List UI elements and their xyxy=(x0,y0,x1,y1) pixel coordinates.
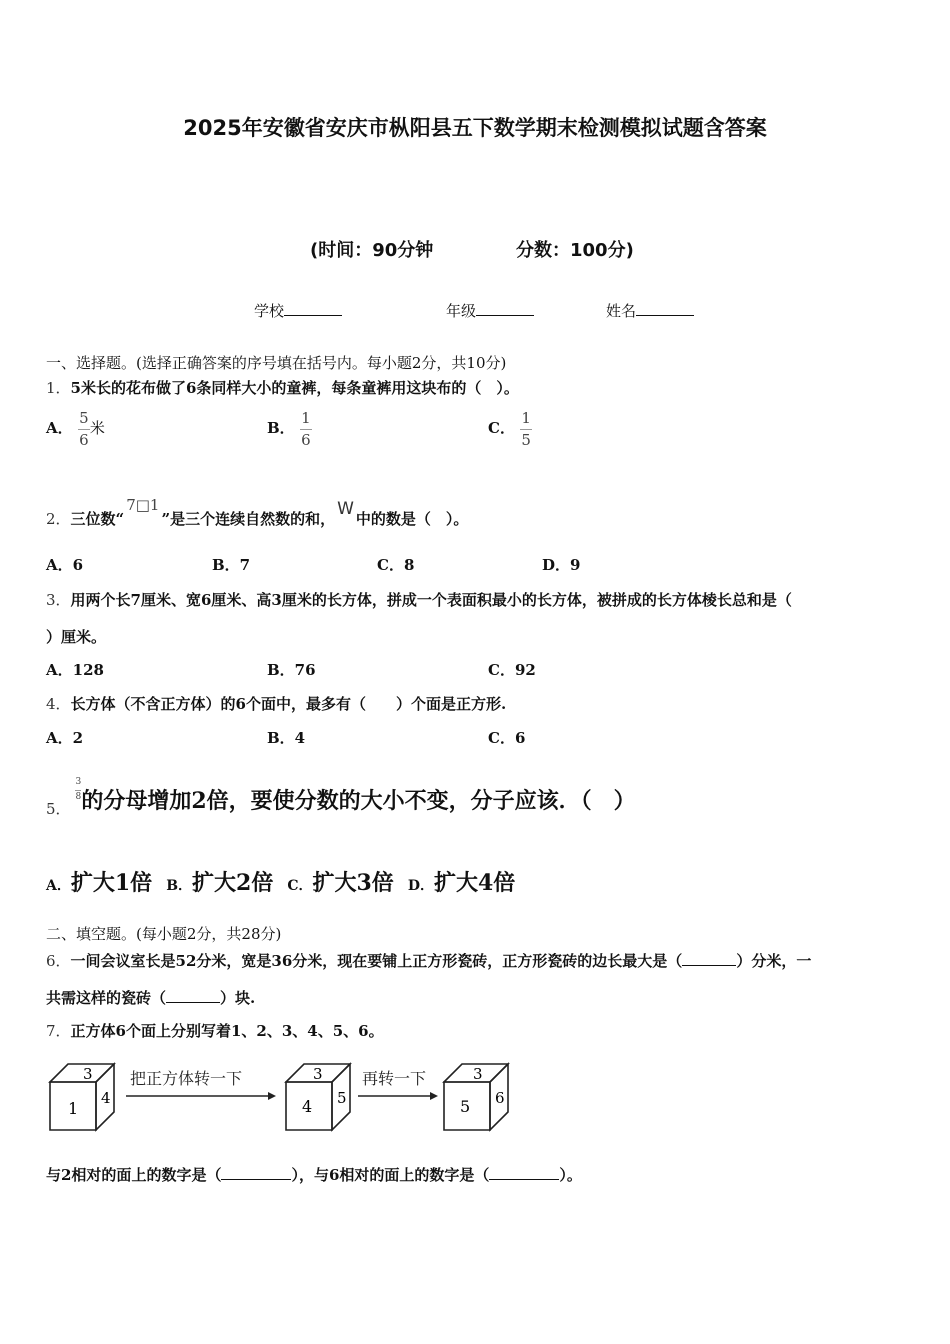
q3-option-c: C．92 xyxy=(488,661,536,679)
q1-number: 1． xyxy=(46,379,71,397)
school-field xyxy=(254,300,342,321)
q1-option-c-fraction xyxy=(520,410,532,448)
q6-number: 6． xyxy=(46,952,71,970)
exam-score: 分数：100分) xyxy=(516,240,634,261)
q7-blank-1 xyxy=(221,1165,291,1180)
q6-blank-2 xyxy=(166,988,220,1003)
q3-option-a: A．128 xyxy=(46,661,104,679)
q6-line2-row xyxy=(46,987,255,1008)
question-6 xyxy=(46,950,811,971)
q1-option-b xyxy=(267,410,312,448)
grade-label: 年级 xyxy=(446,302,477,320)
q3-option-b: B．76 xyxy=(267,661,316,679)
arrow-1-head xyxy=(268,1092,276,1100)
q1-option-c-label: C． xyxy=(488,419,515,437)
q5-number: 5． xyxy=(46,800,71,818)
q3-number: 3． xyxy=(46,591,71,609)
q5-option-d-text: 扩大4倍 xyxy=(433,870,516,896)
fraction-denominator: 6 xyxy=(301,430,311,449)
q5-option-a-label: A． xyxy=(46,878,71,894)
q4-option-c: C．6 xyxy=(488,729,526,747)
q3-line2-row xyxy=(46,626,106,647)
name-field xyxy=(606,300,694,321)
q2-option-d: D．9 xyxy=(542,556,581,574)
q7-number: 7． xyxy=(46,1022,71,1040)
grade-field xyxy=(446,300,534,321)
q2-symbol-image: W xyxy=(337,499,354,519)
q7-answer-a: 与2相对的面上的数字是（ xyxy=(46,1166,222,1184)
question-1 xyxy=(46,377,519,398)
question-5 xyxy=(46,776,636,818)
q1-option-a-fraction xyxy=(78,410,90,448)
exam-time: (时间：90分钟 xyxy=(310,240,434,261)
q7-blank-2 xyxy=(489,1165,559,1180)
q1-option-b-fraction xyxy=(300,410,312,448)
q5-text: 的分母增加2倍，要使分数的大小不变，分子应该．（ ） xyxy=(81,788,636,814)
q5-option-a-text: 扩大1倍 xyxy=(70,870,153,896)
fraction-numerator: 5 xyxy=(79,409,89,427)
fraction-numerator: 1 xyxy=(301,409,311,427)
q5-option-c-text: 扩大3倍 xyxy=(312,870,394,896)
q1-text: 5米长的花布做了6条同样大小的童裤，每条童裤用这块布的（ ）。 xyxy=(70,379,519,397)
q7-answer-row xyxy=(46,1164,582,1185)
q4-number: 4． xyxy=(46,695,71,713)
cube-1-top: 3 xyxy=(83,1065,93,1083)
cube-1-side: 4 xyxy=(101,1089,111,1107)
fraction-numerator: 1 xyxy=(521,409,531,427)
q5-option-b-text: 扩大2倍 xyxy=(192,870,274,896)
q6-line1-a: 一间会议室长是52分米，宽是36分米，现在要铺上正方形瓷砖，正方形瓷砖的边长最大是（ xyxy=(70,952,683,970)
question-7 xyxy=(46,1020,384,1041)
school-blank xyxy=(284,301,342,316)
q2-option-a: A．6 xyxy=(46,556,84,574)
q2-number: 2． xyxy=(46,510,71,528)
cube-3-top: 3 xyxy=(473,1065,483,1083)
q7-answer-b: ），与6相对的面上的数字是（ xyxy=(291,1166,490,1184)
q7-answer-c: ）。 xyxy=(559,1166,582,1184)
q7-text: 正方体6个面上分别写着1、2、3、4、5、6。 xyxy=(70,1022,384,1040)
q4-option-b: B．4 xyxy=(267,729,306,747)
fraction-denominator: 8 xyxy=(75,791,82,802)
arrow-2-label: 再转一下 xyxy=(362,1069,427,1088)
cube-2-front: 4 xyxy=(302,1097,313,1116)
section2-heading: 二、填空题。(每小题2分，共28分) xyxy=(46,925,282,943)
fraction-denominator: 6 xyxy=(79,430,89,449)
cube-rotation-diagram xyxy=(46,1058,516,1136)
q2-number-image: 7□1 xyxy=(126,496,160,514)
q1-option-a-label: A． xyxy=(46,419,73,437)
q2-text-b: ”是三个连续自然数的和， xyxy=(161,510,336,528)
cube-2-top: 3 xyxy=(313,1065,323,1083)
q6-line2-a: 共需这样的瓷砖（ xyxy=(46,989,167,1007)
name-blank xyxy=(636,301,694,316)
section1-heading: 一、选择题。(选择正确答案的序号填在括号内。每小题2分，共10分) xyxy=(46,354,507,372)
question-4 xyxy=(46,693,506,714)
q5-option-b-label: B． xyxy=(166,878,193,894)
arrow-2-head xyxy=(430,1092,438,1100)
q4-text: 长方体（不含正方体）的6个面中，最多有（ ）个面是正方形. xyxy=(70,695,507,713)
cube-1-front: 1 xyxy=(68,1099,79,1118)
q1-option-b-label: B． xyxy=(267,419,295,437)
q5-option-d-label: D． xyxy=(407,878,434,894)
q1-option-a-suffix: 米 xyxy=(89,419,105,437)
q1-option-a xyxy=(46,410,105,448)
q6-blank-1 xyxy=(682,951,736,966)
cube-2-side: 5 xyxy=(337,1089,347,1107)
q2-option-b: B．7 xyxy=(212,556,251,574)
cube-3-side: 6 xyxy=(495,1089,505,1107)
cube-3-front: 5 xyxy=(460,1097,471,1116)
fraction-denominator: 5 xyxy=(521,430,531,449)
q6-line1-b: ）分米，一 xyxy=(736,952,812,970)
grade-blank xyxy=(476,301,534,316)
q5-options xyxy=(46,866,515,897)
question-3 xyxy=(46,589,792,610)
q3-line1: 用两个长7厘米、宽6厘米、高3厘米的长方体，拼成一个表面积最小的长方体，被拼成的长方体棱长总和是（ xyxy=(70,591,792,609)
q6-line2-b: ）块. xyxy=(220,989,256,1007)
q5-option-c-label: C． xyxy=(287,878,313,894)
q2-option-c: C．8 xyxy=(377,556,415,574)
page-title: 2025年安徽省安庆市枞阳县五下数学期末检测模拟试题含答案 xyxy=(183,116,767,140)
q5-fraction xyxy=(75,778,81,803)
q2-text-c: 中的数是（ ）。 xyxy=(355,510,469,528)
name-label: 姓名 xyxy=(606,302,637,320)
q3-line2: ）厘米。 xyxy=(46,628,107,646)
q2-text-a: 三位数“ xyxy=(70,510,125,528)
q4-option-a: A．2 xyxy=(46,729,84,747)
q1-option-c xyxy=(488,410,532,448)
fraction-numerator: 3 xyxy=(75,776,82,787)
school-label: 学校 xyxy=(254,302,285,320)
question-2 xyxy=(46,496,469,529)
arrow-1-label: 把正方体转一下 xyxy=(130,1069,243,1088)
